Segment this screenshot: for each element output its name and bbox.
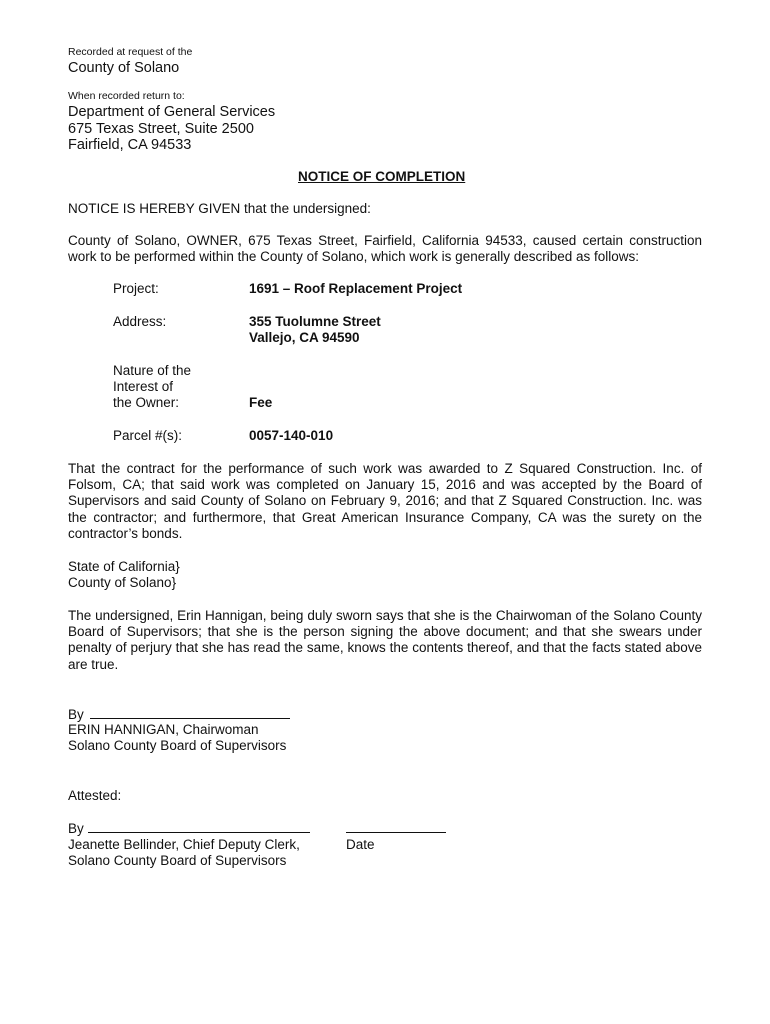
attested-label: Attested:	[68, 788, 122, 803]
return-street: 675 Texas Street, Suite 2500	[68, 121, 254, 137]
nature-label-3: the Owner:	[113, 395, 180, 410]
project-value: 1691 – Roof Replacement Project	[249, 281, 463, 296]
nature-label-2: Interest of	[113, 379, 174, 394]
contract-paragraph-text: That the contract for the performance of such work was awarded to Z Squared Construction. Inc. of Folsom, CA; that said work was completed on January 15, 2016 and was accepted by the Board of Supervisors and said County of Solano on February 9, 2016; and that Z Squared Construction. Inc. was the contractor; and furthermore, that Great American Insurance Company, CA was the surety on the contractor’s bonds.	[68, 461, 702, 541]
signature1-org: Solano County Board of Supervisors	[68, 738, 287, 753]
nature-value: Fee	[249, 395, 273, 410]
signature2-line	[68, 820, 310, 837]
nature-label-1: Nature of the	[113, 363, 192, 378]
return-department: Department of General Services	[68, 104, 276, 120]
owner-paragraph-text: County of Solano, OWNER, 675 Texas Street, Fairfield, California 94533, caused certain construction work to be performed within the County of Solano, which work is generally described as follows:	[68, 233, 702, 265]
parcel-label: Parcel #(s):	[113, 428, 183, 443]
signature2-blank[interactable]	[88, 820, 310, 833]
oath-paragraph-text: The undersigned, Erin Hannigan, being duly sworn says that she is the Chairwoman of the Solano County Board of Supervisors; that she is the person signing the above document; and that she swears under penalty of perjury that she has read the same, knows the contents thereof, and that the facts stated above are true.	[68, 608, 702, 672]
date-label: Date	[346, 837, 375, 852]
venue-state: State of California}	[68, 559, 180, 574]
owner-paragraph	[68, 233, 702, 265]
address-line1: 355 Tuolumne Street	[249, 314, 381, 329]
project-label: Project:	[113, 281, 159, 296]
signature1-name: ERIN HANNIGAN, Chairwoman	[68, 722, 259, 737]
signature2-name: Jeanette Bellinder, Chief Deputy Clerk,	[68, 837, 300, 852]
intro-text: NOTICE IS HEREBY GIVEN that the undersigned:	[68, 201, 371, 216]
signature1-blank[interactable]	[90, 706, 290, 719]
recorded-at-request-text: Recorded at request of the	[68, 46, 193, 58]
recorded-county: County of Solano	[68, 60, 180, 76]
venue-county: County of Solano}	[68, 575, 177, 590]
signature1-line	[68, 706, 290, 723]
signature2-org: Solano County Board of Supervisors	[68, 853, 287, 868]
date-line	[346, 820, 446, 837]
when-recorded-text: When recorded return to:	[68, 90, 185, 102]
parcel-value: 0057-140-010	[249, 428, 334, 443]
signature2-by: By	[68, 821, 84, 836]
document-title: NOTICE OF COMPLETION	[298, 169, 466, 184]
return-city: Fairfield, CA 94533	[68, 137, 192, 153]
date-blank[interactable]	[346, 820, 446, 833]
signature1-by: By	[68, 707, 84, 722]
address-label: Address:	[113, 314, 167, 329]
address-line2: Vallejo, CA 94590	[249, 330, 360, 345]
oath-paragraph	[68, 608, 702, 673]
contract-paragraph	[68, 461, 702, 542]
